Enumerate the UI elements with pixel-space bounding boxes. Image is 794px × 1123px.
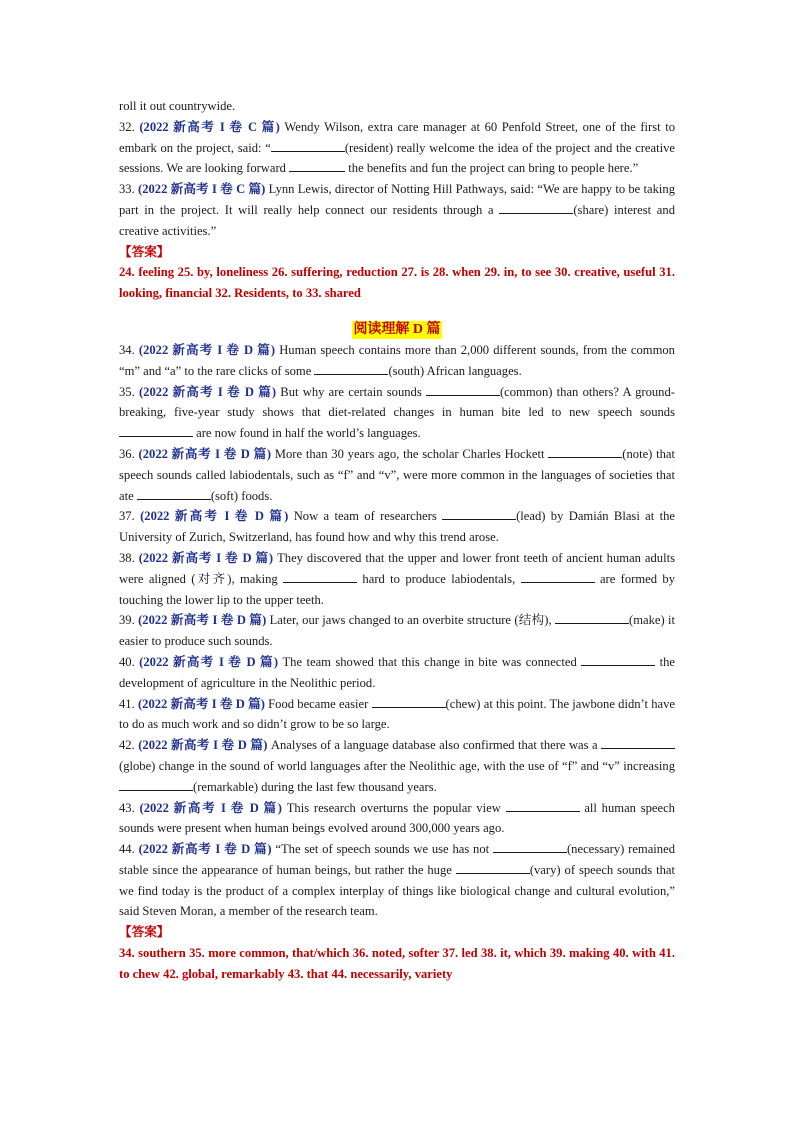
question-text: More than 30 years ago, the scholar Charles Hockett (271, 446, 549, 461)
question-44 (119, 839, 675, 922)
question-text: Later, our jaws changed to an overbite structure (结构), (266, 613, 555, 628)
question-number: 33. (119, 182, 135, 197)
answer-blank[interactable] (555, 612, 629, 624)
source-tag: (2022 新高考 I 卷 D 篇) (138, 613, 267, 628)
question-number: 37. (119, 509, 135, 524)
answer-key-c: 24. feeling 25. by, loneliness 26. suffering, reduction 27. is 28. when 29. in, to see 30. creative, useful 31. looking, financial 32. Residents, to 33. shared (119, 265, 675, 301)
source-tag: (2022 新高考 I 卷 D 篇) (138, 738, 268, 753)
answer-blank[interactable] (581, 654, 655, 666)
question-text: This research overturns the popular view (281, 800, 506, 815)
question-text: (common) than others? A ground-breaking, five-year study shows that diet-related changes in human bite led to new speech sounds (119, 384, 675, 420)
source-tag: (2022 新高考 I 卷 D 篇) (138, 550, 274, 565)
question-text: They discovered that the upper and lower front teeth of ancient human adults were aligned (对齐), making (119, 550, 675, 586)
question-text: the benefits and fun the project can bring to people here.” (345, 161, 639, 176)
answer-blank[interactable] (372, 696, 446, 708)
question-text: Now a team of researchers (288, 509, 443, 524)
answer-blank[interactable] (119, 425, 193, 437)
question-text: (soft) foods. (210, 488, 273, 503)
source-tag: (2022 新高考 I 卷 D 篇) (138, 446, 272, 461)
answer-blank[interactable] (137, 488, 211, 500)
answer-blank[interactable] (601, 737, 675, 749)
answer-blank[interactable] (442, 508, 516, 520)
question-text: “The set of speech sounds we use has not (271, 842, 493, 857)
question-text: Food became easier (264, 696, 372, 711)
question-36 (119, 444, 675, 506)
source-tag: (2022 新高考 I 卷 D 篇) (140, 509, 289, 524)
question-43 (119, 798, 675, 840)
question-number: 39. (119, 613, 135, 628)
source-tag: (2022 新高考 I 卷 C 篇) (138, 182, 266, 197)
question-text: (share) interest and creative activities.” (119, 202, 675, 238)
question-number: 44. (119, 842, 135, 857)
question-number: 36. (119, 446, 135, 461)
answer-blank[interactable] (283, 571, 357, 583)
question-text: But why are certain sounds (276, 384, 426, 399)
question-text: (resident) really welcome the idea of the project and the creative sessions. We are looking forward (119, 140, 675, 176)
question-number: 38. (119, 550, 135, 565)
answer-blank[interactable] (314, 363, 388, 375)
question-text: Analyses of a language database also confirmed that there was a (267, 738, 602, 753)
answer-label: 【答案】 (119, 244, 170, 259)
question-text: (south) African languages. (388, 363, 522, 378)
question-number: 32. (119, 119, 135, 134)
answer-blank[interactable] (493, 841, 567, 853)
question-38 (119, 548, 675, 610)
question-text: Wendy Wilson, extra care manager at 60 Penfold Street, one of the first to embark on the project, said: “ (119, 119, 675, 155)
answer-key-d: 34. southern 35. more common, that/which 36. noted, softer 37. led 38. it, which 39. making 40. with 41. to chew 42. global, remarkably 43. that 44. necessarily, variety (119, 946, 675, 981)
question-41 (119, 694, 675, 736)
answer-blank[interactable] (456, 862, 530, 874)
source-tag: (2022 新高考 I 卷 D 篇) (138, 384, 277, 399)
question-text: (note) that speech sounds called labiodentals, such as “f” and “v”, were more common in the languages of societies that ate (119, 446, 676, 503)
question-text: The team showed that this change in bite was connected (278, 654, 582, 669)
question-text: Lynn Lewis, director of Notting Hill Pathways, said: “We are happy to be taking part in the project. It will really help connect our residents through a (119, 182, 675, 217)
question-text: (make) it easier to produce such sounds. (119, 613, 675, 649)
answer-blank[interactable] (119, 779, 193, 791)
question-number: 35. (119, 384, 135, 399)
continued-text: roll it out countrywide. (119, 99, 236, 113)
question-text: (chew) at this point. The jawbone didn’t have to do as much work and so didn’t grow to be so large. (119, 696, 675, 732)
source-tag: (2022 新高考 I 卷 D 篇) (138, 842, 272, 857)
answer-blank[interactable] (499, 202, 573, 214)
question-42 (119, 735, 675, 797)
question-text: (globe) change in the sound of world languages after the Neolithic age, with the use of “f” and “v” increasing (119, 758, 675, 773)
question-text: (necessary) remained stable since the appearance of human beings, but rather the huge (119, 842, 675, 877)
question-text: (vary) of speech sounds that we find today is the product of a complex interplay of things like biological change and cultural evolution,” said Steven Moran, a member of the research team. (119, 862, 675, 919)
answer-label: 【答案】 (119, 925, 170, 940)
question-text: the development of agriculture in the Neolithic period. (119, 654, 675, 690)
question-text: hard to produce labiodentals, (357, 571, 521, 586)
source-tag: (2022 新高考 I 卷 D 篇) (137, 696, 265, 711)
question-text: all human speech sounds were present when human beings evolved around 300,000 years ago. (119, 800, 675, 836)
question-number: 43. (119, 800, 135, 815)
answer-blank[interactable] (521, 571, 595, 583)
question-text: (remarkable) during the last few thousand years. (193, 779, 437, 794)
question-40 (119, 652, 675, 694)
question-33 (119, 179, 675, 241)
question-text: are formed by touching the lower lip to the upper teeth. (119, 571, 675, 607)
question-number: 42. (119, 738, 135, 753)
answer-blank[interactable] (506, 800, 580, 812)
question-text: are now found in half the world’s languages. (193, 426, 421, 441)
source-tag: (2022 新高考 I 卷 D 篇) (138, 342, 276, 357)
question-35 (119, 382, 675, 444)
source-tag: (2022 新高考 I 卷 C 篇) (139, 119, 280, 134)
answer-blank[interactable] (426, 384, 500, 396)
question-37 (119, 506, 675, 548)
answer-blank[interactable] (548, 446, 622, 458)
question-text: Human speech contains more than 2,000 different sounds, from the common “m” and “a” to the rare clicks of some (119, 342, 675, 378)
document-page (119, 96, 675, 985)
answer-blank[interactable] (289, 160, 345, 172)
question-34 (119, 340, 675, 382)
question-39 (119, 610, 675, 652)
question-number: 34. (119, 342, 135, 357)
section-heading: 阅读理解 D 篇 (353, 321, 441, 337)
source-tag: (2022 新高考 I 卷 D 篇) (139, 800, 282, 815)
answer-blank[interactable] (271, 140, 345, 152)
question-number: 40. (119, 654, 135, 669)
section-heading-wrap (119, 320, 675, 339)
question-32 (119, 117, 675, 179)
question-number: 41. (119, 696, 135, 711)
source-tag: (2022 新高考 I 卷 D 篇) (139, 654, 279, 669)
question-text: (lead) by Damián Blasi at the University of Zurich, Switzerland, has found how and why this trend arose. (119, 509, 675, 545)
